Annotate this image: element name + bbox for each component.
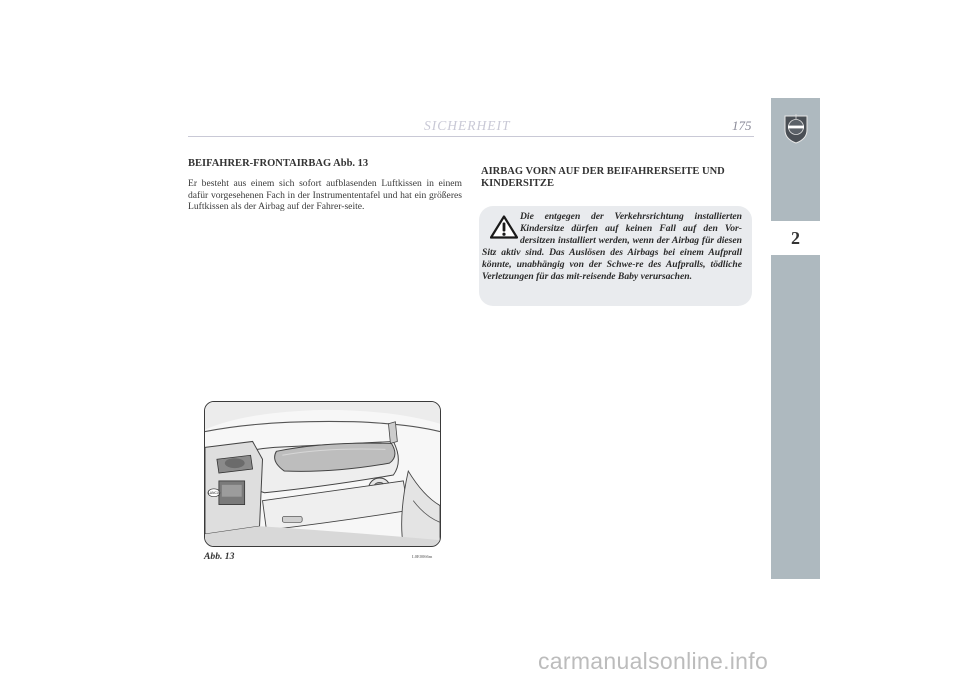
page-number: 175 bbox=[732, 118, 752, 133]
warning-text: Die entgegen der Verkehrsrichtung installierten Kindersitze dürfen auf keinen Fall auf den Vor-dersitzen installiert werden, wenn der Airbag für diesen Sitz aktiv sind. Das Auslösen des Airbags bei einem Aufprall könnte, unabhängig von der Schwe-re des Aufpralls, tödliche Verletzungen für das mit-reisende Baby verursachen. bbox=[482, 211, 742, 282]
passenger-airbag-description: Er besteht aus einem sich sofort aufblasenden Luftkissen in einem dafür vorgesehenen Fach in der Instrumententafel und hat ein größeres Luftkissen als der Airbag auf der Fahrer-seite. bbox=[188, 178, 462, 213]
watermark[interactable]: carmanualsonline.info bbox=[538, 648, 769, 674]
section-heading-child-seats: AIRBAG VORN AUF DER BEIFAHRERSEITE UND KINDERSITZE bbox=[481, 166, 725, 189]
chapter-tab[interactable] bbox=[771, 221, 820, 255]
lancia-shield-logo-icon bbox=[783, 112, 809, 144]
chapter-number: 2 bbox=[791, 227, 800, 248]
header-divider bbox=[188, 136, 754, 137]
section-title: SICHERHEIT bbox=[424, 118, 511, 133]
figure-code: L0E0066m bbox=[412, 554, 433, 559]
dashboard-badge-text: LANCIA bbox=[208, 491, 220, 496]
figure-dashboard-airbag bbox=[204, 401, 441, 547]
figure-caption: Abb. 13 bbox=[204, 551, 235, 562]
chapter-sidebar bbox=[771, 98, 820, 579]
section-heading-passenger-airbag: BEIFAHRER-FRONTAIRBAG Abb. 13 bbox=[188, 158, 369, 169]
